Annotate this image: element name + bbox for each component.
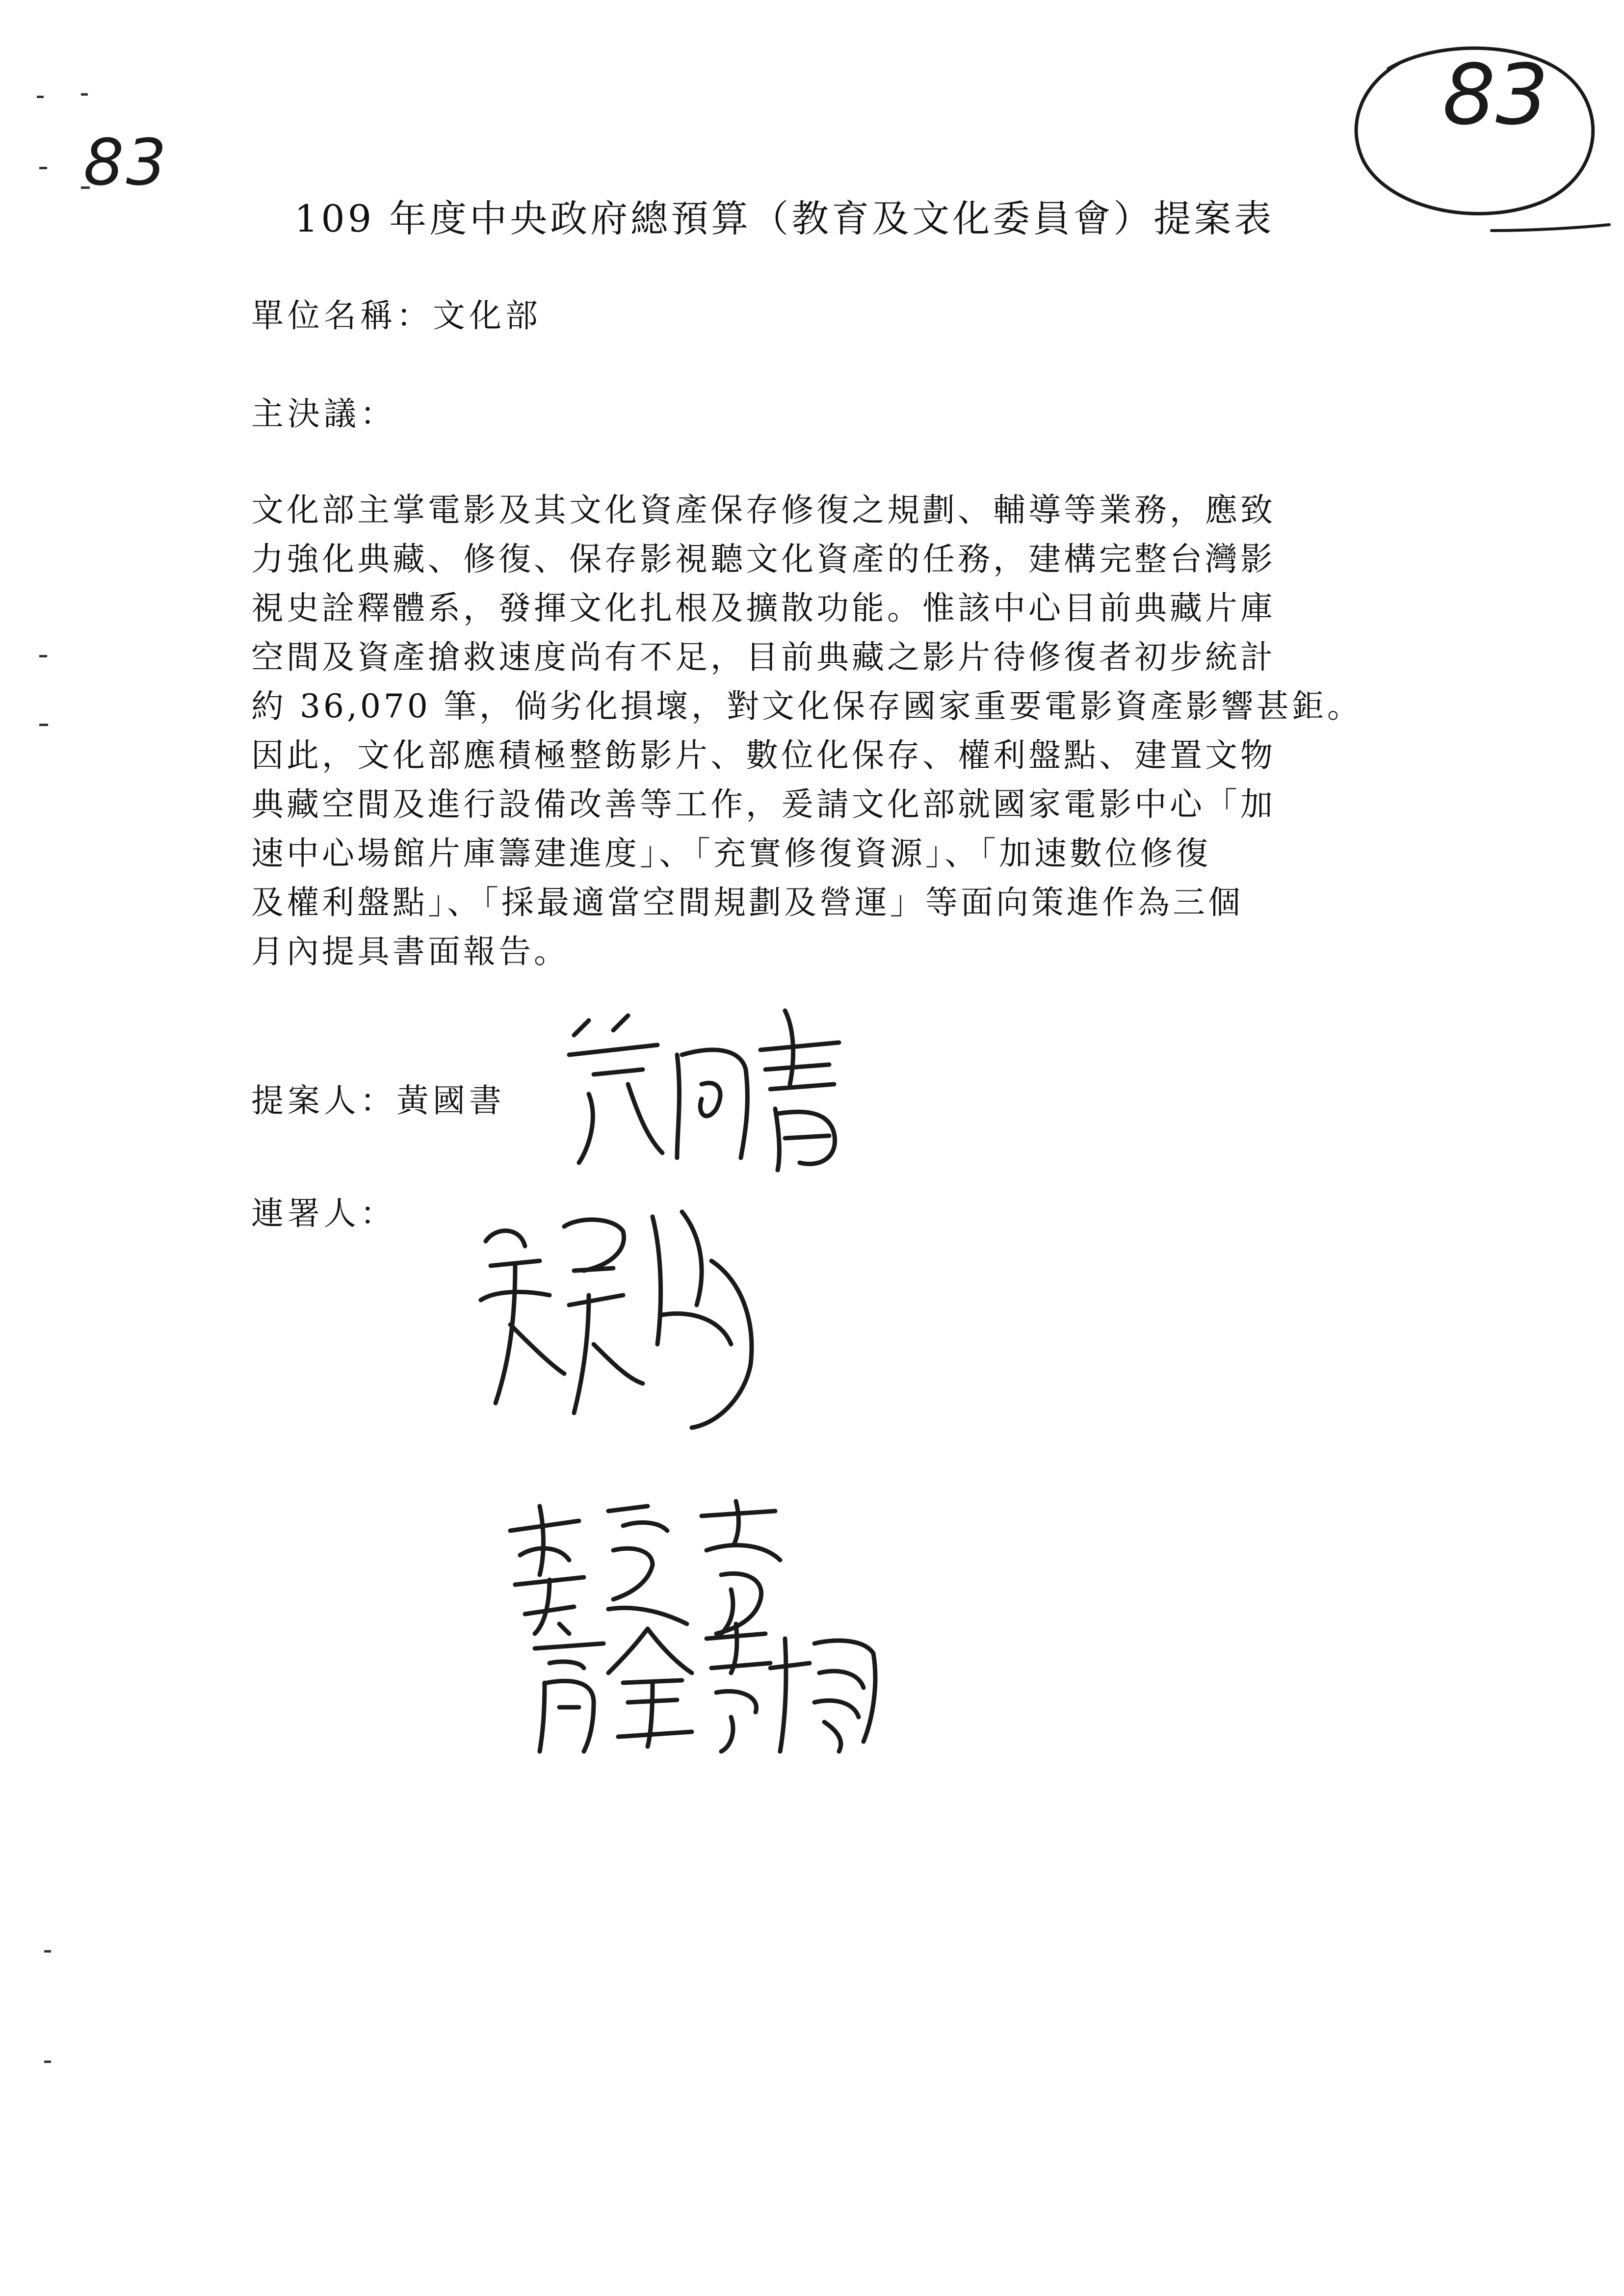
body-line: 速中心場館片庫籌建進度」、「充實修復資源」、「加速數位修復	[251, 835, 1211, 872]
handwritten-page-number: 83	[83, 125, 169, 200]
resolution-body	[251, 486, 1439, 976]
body-line: 視史詮釋體系，發揮文化扎根及擴散功能。惟該中心目前典藏片庫	[251, 589, 1276, 627]
cosigner-signature	[466, 1197, 785, 1437]
body-line: 力強化典藏、修復、保存影視聽文化資產的任務，建構完整台灣影	[251, 540, 1276, 578]
proposer-name: 黃國書	[396, 1082, 505, 1120]
body-line: 約 36,070 筆，倘劣化損壞，對文化保存國家重要電影資產影響甚鉅。	[251, 687, 1362, 725]
proposer-signature	[554, 1001, 868, 1177]
scan-mark	[37, 96, 44, 98]
body-line: 月內提具書面報告。	[251, 933, 569, 970]
resolution-label: 主決議：	[251, 395, 396, 433]
proposer-label: 提案人：	[251, 1082, 396, 1120]
unit-label: 單位名稱：	[251, 297, 433, 335]
proposer-field	[251, 1074, 505, 1121]
body-line: 及權利盤點」、「採最適當空間規劃及營運」等面向策進作為三個	[251, 884, 1243, 921]
body-line: 因此，文化部應積極整飭影片、數位化保存、權利盤點、建置文物	[251, 736, 1276, 774]
scan-mark	[81, 93, 88, 96]
body-line: 典藏空間及進行設備改善等工作，爰請文化部就國家電影中心「加	[251, 785, 1276, 823]
scan-mark	[39, 655, 47, 657]
scan-mark	[44, 1950, 51, 1953]
body-line: 文化部主掌電影及其文化資產保存修復之規劃、輔導等業務，應致	[251, 491, 1276, 529]
cosigner-label: 連署人：	[251, 1195, 396, 1232]
page-title: 109 年度中央政府總預算（教育及文化委員會）提案表	[294, 197, 1275, 240]
body-line: 空間及資產搶救速度尚有不足，目前典藏之影片待修復者初步統計	[251, 638, 1276, 676]
scan-mark	[44, 2061, 51, 2063]
circled-page-number: 83	[1442, 47, 1549, 144]
unit-value: 文化部	[433, 297, 542, 335]
unit-field	[251, 289, 542, 336]
scan-mark	[39, 167, 47, 169]
scan-mark	[39, 724, 48, 726]
cosigner-signature	[520, 1609, 893, 1761]
